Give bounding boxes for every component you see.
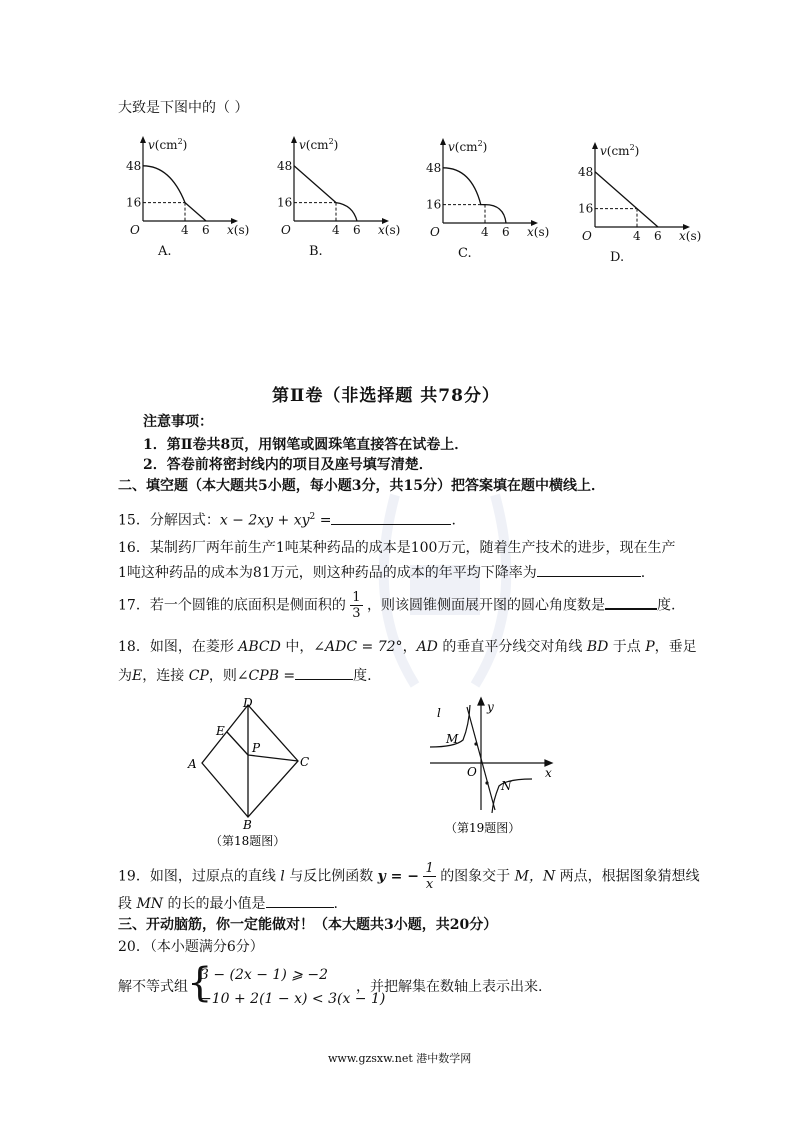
section-title: 第Ⅱ卷（非选择题 共78分） xyxy=(272,386,500,406)
graph-a-option-label: A. xyxy=(158,244,172,259)
figure-19-hyperbola xyxy=(425,695,575,840)
question-15: 15．分解因式：$x - 2xy + xy^2$ = . xyxy=(118,507,456,531)
figure-19-caption: （第19题图） xyxy=(445,821,521,835)
graph-b-y-arrow xyxy=(291,136,297,143)
graph-c-option-label: C. xyxy=(458,246,472,261)
label-l: l xyxy=(437,706,441,720)
inequality-1: 3 − (2x − 1) ⩾ −2 xyxy=(200,967,329,983)
inequality-2: −10 + 2(1 − x) < 3(x − 1) xyxy=(200,991,386,1007)
graph-b-tick-4: 4 xyxy=(332,223,340,237)
graph-a-y-label: $v(cm^2)$ xyxy=(148,137,188,152)
label-p: P xyxy=(252,741,261,755)
graph-b-curve xyxy=(294,166,357,221)
label-x: x xyxy=(545,766,552,780)
graph-a-origin: O xyxy=(130,223,140,237)
question-18-line-2: 为E，连接 CP，则∠CPB = 度. xyxy=(118,665,372,686)
graph-c-curve xyxy=(443,168,506,223)
label-a: A xyxy=(188,757,197,771)
graph-b-y-label: $v(cm^2)$ xyxy=(299,137,339,152)
part-three-header: 三、开动脑筋，你一定能做对！（本大题共3小题，共20分） xyxy=(118,917,498,933)
graph-d-tick-4: 4 xyxy=(633,229,641,243)
graph-d-curve xyxy=(595,172,658,227)
part-two-header: 二、填空题（本大题共5小题，每小题3分，共15分）把答案填在题中横线上． xyxy=(118,478,605,494)
answer-blank-17[interactable] xyxy=(605,594,657,610)
graph-b-tick-6: 6 xyxy=(353,223,361,237)
graph-a-y-arrow xyxy=(140,136,146,143)
graph-c-x-label: x(s) xyxy=(527,225,550,239)
graph-a-tick-4: 4 xyxy=(181,223,189,237)
graph-d-origin: O xyxy=(582,229,592,243)
footer-site-name: 港中数学网 xyxy=(416,1052,472,1065)
graph-c-tick-16: 16 xyxy=(426,197,442,212)
question-17: 17．若一个圆锥的底面积是侧面积的 $\frac{1}{3}$ ，则该圆锥侧面展开图的圆心角度数是 度. xyxy=(118,590,676,621)
system-brace: { xyxy=(187,960,213,1006)
figure-18-caption: （第18题图） xyxy=(210,834,286,848)
graph-d-tick-6: 6 xyxy=(654,229,662,243)
graph-c-y-arrow xyxy=(440,138,446,145)
answer-blank-15[interactable] xyxy=(331,510,451,525)
answer-graphs xyxy=(0,0,800,280)
label-b: B xyxy=(243,818,252,832)
label-e: E xyxy=(216,724,225,738)
footer-url: www.gzsxw.net xyxy=(328,1052,413,1065)
graph-a-tick-48: 48 xyxy=(126,158,142,173)
question-20-label: 20．（本小题满分6分） xyxy=(118,939,264,955)
question-stem-continuation: 大致是下图中的（ ） xyxy=(118,100,249,116)
label-o: O xyxy=(467,765,477,779)
notes-title: 注意事项： xyxy=(143,414,213,430)
question-16-line-1: 16．某制药厂两年前生产1吨某种药品的成本是100万元，随着生产技术的进步，现在生产 xyxy=(118,540,676,556)
graph-d-option-label: D. xyxy=(610,250,625,265)
graph-d-y-label: $v(cm^2)$ xyxy=(600,143,640,158)
graph-d-x-label: x(s) xyxy=(679,229,702,243)
graph-b-tick-16: 16 xyxy=(277,195,293,210)
note-2: 2．答卷前将密封线内的项目及座号填写清楚． xyxy=(143,457,433,473)
question-19-line-2: 段 MN 的长的最小值是 . xyxy=(118,893,338,914)
question-16-line-2: 1吨这种药品的成本为81万元，则这种药品的成本的年平均下降率为 . xyxy=(118,562,645,583)
footer xyxy=(328,1050,471,1066)
note-1: 1．第Ⅱ卷共8页，用钢笔或圆珠笔直接答在试卷上． xyxy=(143,437,469,453)
answer-blank-16[interactable] xyxy=(537,562,641,577)
graph-a-tick-6: 6 xyxy=(202,223,210,237)
graph-d-tick-48: 48 xyxy=(578,164,594,179)
figure-18-rhombus xyxy=(180,695,330,855)
label-c: C xyxy=(300,755,310,769)
answer-blank-18[interactable] xyxy=(295,665,353,680)
graph-b-tick-48: 48 xyxy=(277,158,293,173)
graph-c-origin: O xyxy=(430,225,440,239)
graph-c-tick-48: 48 xyxy=(426,160,442,175)
graph-a-tick-16: 16 xyxy=(126,195,142,210)
question-19-line-1: 19．如图，过原点的直线 l 与反比例函数 y = − $\frac{1}{x}$ 的图象交于 M，N 两点，根据图象猜想线 xyxy=(118,861,700,892)
graph-a-curve xyxy=(143,166,206,221)
graph-d-y-arrow xyxy=(592,142,598,149)
label-y: y xyxy=(487,700,494,714)
graph-a-x-label: x(s) xyxy=(227,223,250,237)
label-n: N xyxy=(501,779,512,793)
question-18-line-1: 18．如图，在菱形 ABCD 中，∠ADC = 72°，AD 的垂直平分线交对角线 BD 于点 P，垂足 xyxy=(118,639,697,655)
graph-b-origin: O xyxy=(281,223,291,237)
graph-c-tick-6: 6 xyxy=(502,225,510,239)
graph-c-tick-4: 4 xyxy=(481,225,489,239)
graph-b-x-label: x(s) xyxy=(378,223,401,237)
label-m: M xyxy=(446,732,459,746)
graph-d-tick-16: 16 xyxy=(578,201,594,216)
answer-blank-19[interactable] xyxy=(266,893,334,908)
label-d: D xyxy=(243,696,253,710)
graph-b-option-label: B. xyxy=(309,244,323,259)
graph-c-y-label: $v(cm^2)$ xyxy=(448,139,488,154)
